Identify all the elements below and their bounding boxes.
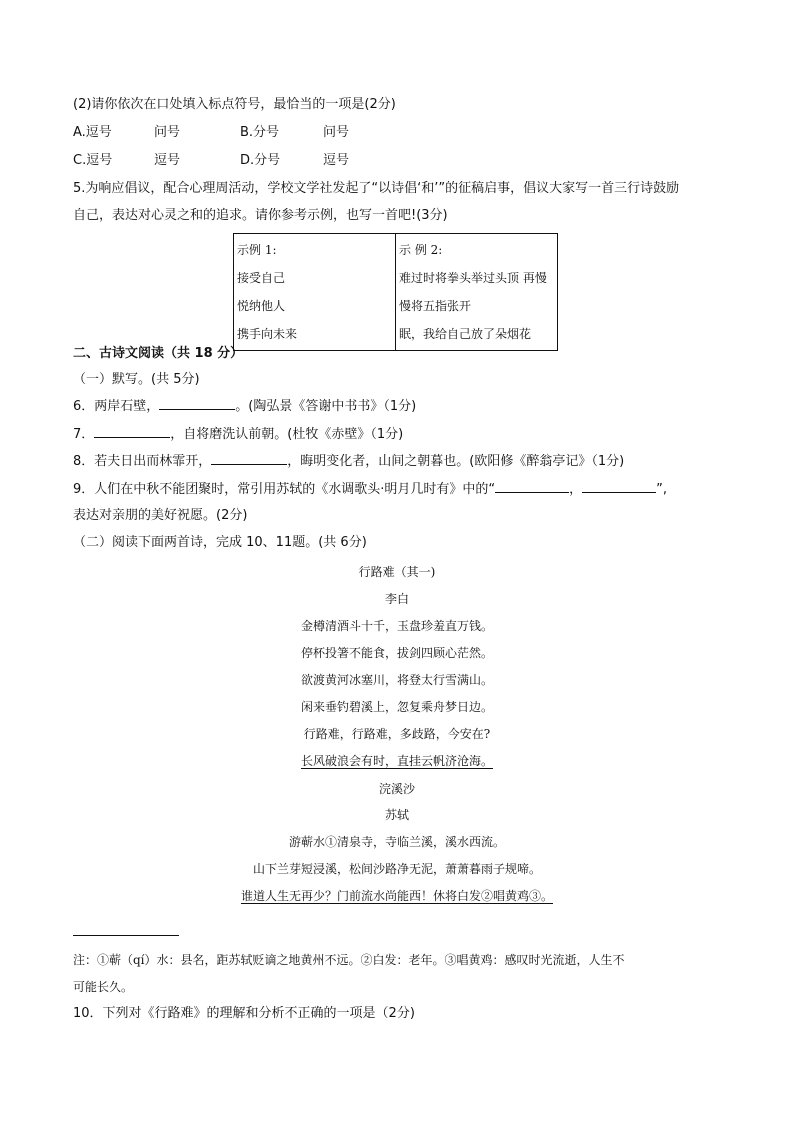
note-line2: 可能长久。 bbox=[73, 980, 134, 994]
q9-blank-1[interactable] bbox=[495, 480, 569, 493]
option-a-second: 问号 bbox=[154, 125, 181, 140]
examples-table bbox=[233, 233, 558, 351]
q6-prefix: 6．两岸石壁， bbox=[73, 399, 160, 414]
poem1-line: 金樽清酒斗十千，玉盘珍羞直万钱。 bbox=[300, 619, 493, 633]
q6-suffix: 。(陶弘景《答谢中书书》（1分) bbox=[235, 399, 417, 414]
option-b-second: 问号 bbox=[323, 125, 350, 140]
poem1-line: 闲来垂钓碧溪上，忽复乘舟梦日边。 bbox=[300, 700, 493, 714]
example-1-line: 悦纳他人 bbox=[237, 299, 286, 313]
q8-prefix: 8．若夫日出而林霏开， bbox=[73, 454, 212, 469]
q8-blank[interactable] bbox=[211, 452, 287, 465]
poem1-line: 停杯投箸不能食，拔剑四顾心茫然。 bbox=[300, 646, 493, 660]
note-line1: 注：①蕲（qí）水：县名，距苏轼贬谪之地黄州不远。②白发：老年。③唱黄鸡：感叹时光流逝，人生不 bbox=[73, 953, 625, 967]
q9-comma: ， bbox=[569, 482, 583, 497]
example-2-line: 慢将五指张开 bbox=[399, 299, 472, 313]
option-b: B.分号 bbox=[240, 125, 280, 140]
q7-suffix: ，自将磨洗认前朝。(杜牧《赤壁》（1分) bbox=[170, 427, 404, 442]
option-d-second: 逗号 bbox=[323, 153, 350, 168]
poem1-author: 李白 bbox=[384, 592, 409, 606]
example-2-title: 示 例 2: bbox=[399, 243, 443, 257]
part1-heading: （一）默写。(共 5分) bbox=[73, 372, 200, 387]
example-2-cell bbox=[396, 234, 558, 351]
option-c: C.逗号 bbox=[73, 153, 113, 168]
example-2-line: 眠，我给自己放了朵烟花 bbox=[399, 327, 532, 341]
q9-prefix: 9．人们在中秋不能团聚时，常引用苏轼的《水调歌头·明月几时有》中的“ bbox=[73, 482, 496, 497]
q5-line2: 自己，表达对心灵之和的追求。请你参考示例，也写一首吧!(3分) bbox=[73, 208, 448, 223]
q9-suffix: ”, bbox=[656, 482, 668, 497]
option-a: A.逗号 bbox=[73, 125, 112, 140]
part2-heading: （二）阅读下面两首诗，完成 10、11题。(共 6分) bbox=[73, 535, 367, 550]
q8 bbox=[73, 452, 624, 471]
q6-blank[interactable] bbox=[159, 397, 235, 410]
section-heading: 二、古诗文阅读（共 18 分） bbox=[73, 346, 244, 361]
q9-line2: 表达对亲朋的美好祝愿。(2分) bbox=[73, 508, 248, 523]
poem2-line: 游蕲水①清泉寺，寺临兰溪，溪水西流。 bbox=[288, 835, 505, 849]
poem1-line: 欲渡黄河冰塞川，将登太行雪满山。 bbox=[300, 673, 493, 687]
poem2-line: 山下兰芽短浸溪，松间沙路净无泥，萧萧暮雨子规啼。 bbox=[252, 862, 541, 876]
poem1-title: 行路难（其一) bbox=[358, 565, 436, 579]
option-c-second: 逗号 bbox=[154, 153, 181, 168]
q4-2-question: (2)请你依次在口处填入标点符号，最恰当的一项是(2分) bbox=[73, 97, 396, 112]
poem2-underlined-line bbox=[0, 887, 794, 905]
example-1-line: 携手向未来 bbox=[237, 327, 298, 341]
poem1-underlined-text: 长风破浪会有时，直挂云帆济沧海。 bbox=[300, 754, 493, 768]
q8-suffix: ，晦明变化者，山间之朝暮也。(欧阳修《醉翁亭记》（1分) bbox=[287, 454, 625, 469]
poem1-line: 行路难，行路难，多歧路，今安在? bbox=[303, 727, 491, 741]
example-1-title: 示例 1: bbox=[237, 243, 277, 257]
q7 bbox=[73, 425, 403, 444]
option-d: D.分号 bbox=[240, 153, 281, 168]
q5-line1: 5.为响应倡议，配合心理周活动，学校文学社发起了“以诗倡‘和’”的征稿启事，倡议大家写一首三行诗鼓励 bbox=[73, 181, 680, 196]
q6 bbox=[73, 397, 416, 416]
q10: 10．下列对《行路难》的理解和分析不正确的一项是（2分) bbox=[73, 1006, 415, 1021]
example-2-line: 难过时将拳头举过头顶 再慢 bbox=[399, 271, 547, 285]
example-1-line: 接受自己 bbox=[237, 271, 286, 285]
footnote-divider bbox=[73, 935, 179, 936]
q7-prefix: 7． bbox=[73, 427, 95, 442]
poem2-author: 苏轼 bbox=[384, 808, 409, 822]
poem2-underlined-text: 谁道人生无再少？门前流水尚能西！休将白发②唱黄鸡③。 bbox=[240, 889, 553, 903]
q9-blank-2[interactable] bbox=[582, 480, 656, 493]
example-1-cell bbox=[234, 234, 396, 351]
q9-line1 bbox=[73, 480, 667, 499]
poem2-title: 浣溪沙 bbox=[378, 782, 415, 796]
poem1-underlined-line bbox=[0, 752, 794, 770]
q7-blank[interactable] bbox=[94, 425, 170, 438]
